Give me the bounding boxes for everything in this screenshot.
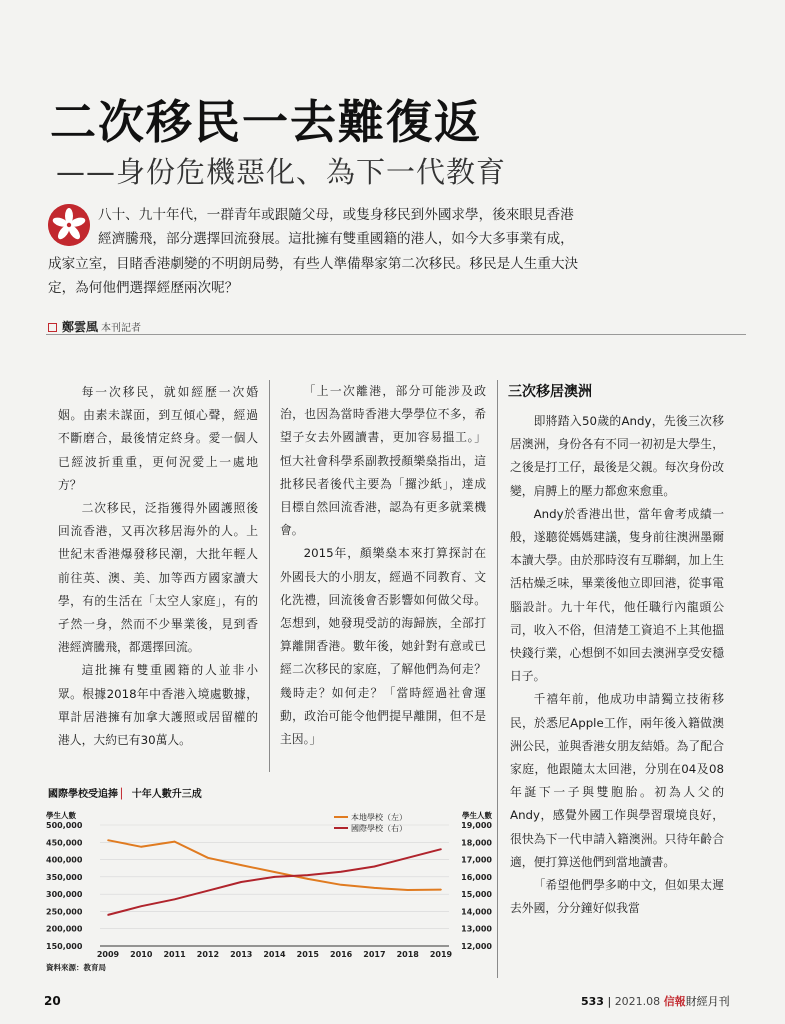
data-point-left xyxy=(340,884,342,886)
body-column-1 xyxy=(58,381,258,752)
data-point-left xyxy=(374,887,376,889)
body-column-3 xyxy=(510,410,724,920)
magazine-name: 財經月刊 xyxy=(685,995,730,1008)
data-point-right xyxy=(107,914,109,916)
y-tick-label-right: 14,000 xyxy=(461,907,492,917)
column-divider xyxy=(269,380,270,772)
issue-date: 2021.08 xyxy=(614,995,661,1008)
page-subtitle: ——身份危機惡化、為下一代教育 xyxy=(56,155,507,189)
y-tick-label-left: 500,000 xyxy=(46,821,83,830)
section-heading: 三次移居澳洲 xyxy=(508,384,592,400)
byline-marker-icon xyxy=(48,323,57,332)
paragraph: 千禧年前，他成功申請獨立技術移民，於悉尼Apple工作，兩年後入籍做澳洲公民，並與香港女朋友結婚。為了配合家庭，他跟隨太太回港，分別在04及08年誕下一子與雙胞胎。初為人父的Andy，感覺外國工作與學習環境良好，很快為下一代申請入籍澳洲。只待年齡合適，便打算送他們到當地讀書。 xyxy=(510,692,724,869)
data-point-left xyxy=(107,839,109,841)
page-number: 20 xyxy=(44,994,61,1008)
body-column-2 xyxy=(280,380,486,751)
data-point-right xyxy=(141,905,143,907)
data-point-left xyxy=(440,889,442,891)
author-name: 鄭雲風 xyxy=(62,320,99,334)
column-divider xyxy=(497,380,498,978)
paragraph: 「希望他們學多啲中文，但如果太遲去外國，分分鐘好似我當 xyxy=(510,878,724,916)
paragraph: Andy於香港出世，當年會考成績一般，遂聽從媽媽建議，隻身前往澳洲墨爾本讀大學。由於那時沒有互聯網，加上生活枯燥乏味，畢業後他立即回港，從事電腦設計。九十年代，他任職行內龍頭公司，收入不俗，但清楚工資追不上其他搵快錢行業，心想倒不如回去澳洲享受安穩日子。 xyxy=(510,506,724,684)
footer-issue xyxy=(581,993,730,1009)
data-point-right xyxy=(340,871,342,873)
data-point-left xyxy=(141,846,143,848)
data-point-left xyxy=(207,857,209,859)
data-point-left xyxy=(407,889,409,891)
y-tick-label-left: 300,000 xyxy=(46,890,83,900)
data-point-right xyxy=(274,876,276,878)
chart-title-sub: 十年人數升三成 xyxy=(131,789,202,800)
chart-title-main: 國際學校受追捧 xyxy=(48,789,118,800)
x-tick-label: 2009 xyxy=(96,950,120,959)
data-point-right xyxy=(207,890,209,892)
paragraph: 「上一次離港，部分可能涉及政治，也因為當時香港大學學位不多，希望子女去外國讀書，更加容易搵工。」恒大社會科學系副教授顏樂燊指出，這批移民者後代主要為「攞沙紙」，達成目標自然回流香港，認為有更多就業機會。 xyxy=(280,384,486,538)
y-tick-label-right: 15,000 xyxy=(461,890,492,900)
data-point-left xyxy=(174,841,176,843)
data-point-left xyxy=(307,878,309,880)
lede-paragraph xyxy=(48,203,580,300)
footer-separator: | xyxy=(607,995,612,1008)
y-tick-label-right: 19,000 xyxy=(461,821,492,830)
divider xyxy=(46,334,746,335)
y-tick-label-left: 250,000 xyxy=(46,907,83,917)
right-axis-label: 學生人數 xyxy=(462,811,492,820)
paragraph: 每一次移民，就如經歷一次婚姻。由素未謀面，到互傾心聲，經過不斷磨合，最後情定終身。愛一個人已經波折重重，更何況愛上一處地方？ xyxy=(58,385,258,492)
x-tick-label: 2018 xyxy=(396,950,419,959)
data-point-left xyxy=(240,864,242,866)
paragraph: 2015年，顏樂燊本來打算探討在外國長大的小朋友，經過不同教育、文化洗禮，回流後會否影響如何做父母。怎想到，她發現受訪的海歸族，全部打算離開香港。數年後，她針對有意或已經二次移民的家庭，了解他們為何走？幾時走？如何走？「當時經過社會運動，政治可能令他們提早離開，但不是主因。」 xyxy=(280,546,486,747)
data-point-right xyxy=(240,881,242,883)
x-tick-label: 2017 xyxy=(363,950,386,959)
byline xyxy=(48,318,141,335)
school-enrolment-chart xyxy=(44,798,494,982)
chart-source: 資料來源：教育局 xyxy=(46,963,106,972)
series-line-left xyxy=(108,840,441,890)
y-tick-label-right: 13,000 xyxy=(461,924,492,934)
x-tick-label: 2010 xyxy=(130,950,153,959)
paragraph: 二次移民，泛指獲得外國護照後回流香港，又再次移居海外的人。上世紀末香港爆發移民潮，大批年輕人前往英、澳、美、加等西方國家讀大學，有的生活在「太空人家庭」，有的孑然一身，然而不少畢業後，見到香港經濟騰飛，都選擇回流。 xyxy=(58,501,258,655)
data-point-right xyxy=(307,874,309,876)
y-tick-label-left: 400,000 xyxy=(46,855,83,865)
y-tick-label-left: 450,000 xyxy=(46,838,83,848)
y-tick-label-left: 350,000 xyxy=(46,872,83,882)
data-point-right xyxy=(374,866,376,868)
data-point-right xyxy=(407,857,409,859)
chart-title-separator: ▏ xyxy=(121,789,129,800)
y-tick-label-right: 17,000 xyxy=(461,855,492,865)
brand-name: 信報 xyxy=(663,995,686,1008)
paragraph: 即將踏入50歲的Andy，先後三次移居澳洲，身份各有不同一初初是大學生，之後是打工仔，最後是父親。每次身份改變，肩膊上的壓力都愈來愈重。 xyxy=(510,414,724,498)
data-point-right xyxy=(174,899,176,901)
x-tick-label: 2019 xyxy=(429,950,453,959)
x-tick-label: 2012 xyxy=(196,950,220,959)
series-line-right xyxy=(108,849,441,915)
data-point-left xyxy=(274,871,276,873)
data-point-right xyxy=(440,848,442,850)
paragraph: 這批擁有雙重國籍的人並非小眾。根據2018年中香港入境處數據，單計居港擁有加拿大護照或居留權的港人，大約已有30萬人。 xyxy=(58,663,258,748)
x-tick-label: 2015 xyxy=(296,950,319,959)
x-tick-label: 2013 xyxy=(230,950,253,959)
y-tick-label-right: 18,000 xyxy=(461,838,492,848)
legend-label: 國際學校（右） xyxy=(351,824,407,833)
legend-label: 本地學校（左） xyxy=(351,813,407,822)
author-role: 本刊記者 xyxy=(101,323,142,334)
x-tick-label: 2011 xyxy=(163,950,186,959)
lede-text: 八十、九十年代，一群青年或跟隨父母，或隻身移民到外國求學，後來眼見香港經濟騰飛，部分選擇回流發展。這批擁有雙重國籍的港人，如今大多事業有成，成家立室，目睹香港劇變的不明朗局勢，有些人準備舉家第二次移民。移民是人生重大決定，為何他們選擇經歷兩次呢？ xyxy=(48,207,579,296)
y-tick-label-right: 16,000 xyxy=(461,872,492,882)
left-axis-label: 學生人數 xyxy=(46,811,76,820)
issue-number: 533 xyxy=(581,995,604,1008)
x-tick-label: 2014 xyxy=(263,950,286,959)
page-title: 二次移民一去難復返 xyxy=(50,95,482,149)
y-tick-label-left: 150,000 xyxy=(46,942,83,951)
y-tick-label-right: 12,000 xyxy=(461,942,492,951)
x-tick-label: 2016 xyxy=(329,950,353,959)
y-tick-label-left: 200,000 xyxy=(46,924,83,934)
